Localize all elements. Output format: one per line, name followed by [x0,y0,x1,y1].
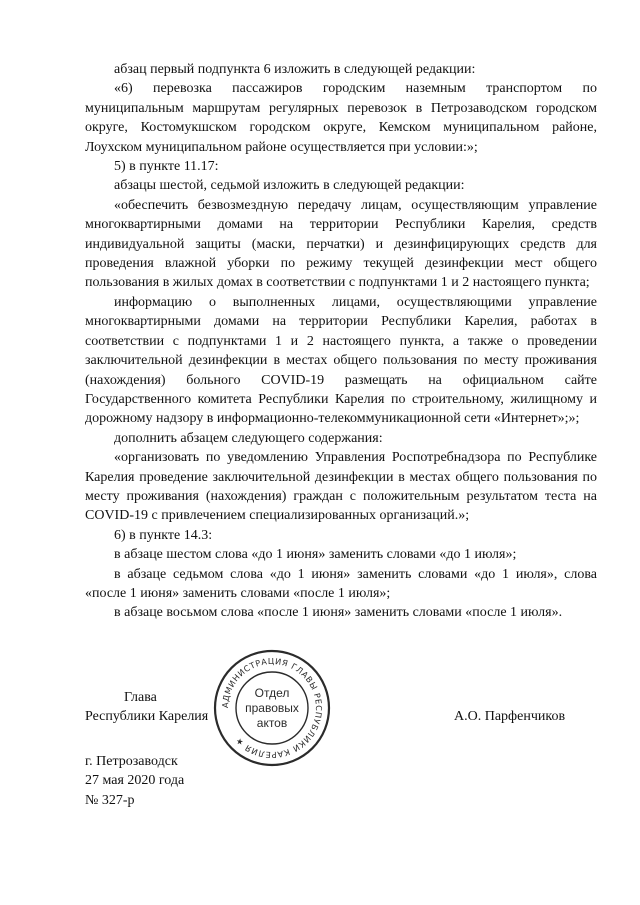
paragraph: «обеспечить безвозмездную передачу лицам, осуществляющим управление многоквартирными домами на территории Республики Карелия, средств индивидуальной защиты (маски, перчатки) и дезинфицирующих средств для проведения влажной уборки по режиму текущей дезинфекции мест общего пользования в жилых домах в соответствии с подпунктами 1 и 2 настоящего пункта; [85,197,597,291]
paragraph: «6) перевозка пассажиров городским наземным транспортом по муниципальным маршрутам регулярных перевозок в Петрозаводском городском округе, Костомукшском городском округе, Кемском муниципальном районе, Лоухском муниципальном районе осуществляется при условии:»; [85,81,597,155]
paragraph: абзац первый подпункта 6 изложить в следующей редакции: [114,62,476,77]
document-footer [85,752,184,810]
footer-city: г. Петрозаводск [85,754,178,769]
paragraph: в абзаце восьмом слова «после 1 июня» заменить словами «после 1 июля». [114,605,563,621]
paragraph: «организовать по уведомлению Управления Роспотребнадзора по Республике Карелия проведение заключительной дезинфекции в местах общего пользования по месту проживания (нахождения) граждан с положительным результатом теста на COVID-19 с привлечением специализированных организаций.»; [85,450,597,524]
footer-date: 27 мая 2020 года [85,773,185,789]
paragraph: информацию о выполненных лицами, осуществляющими управление многоквартирными домами на территории Республики Карелия, работах в соответствии с подпунктами 1 и 2 настоящего пункта, а также о проведении заключительной дезинфекции в местах общего пользования по месту проживания (нахождения) больного COVID-19 размещать на официальном сайте Государственного комитета Республики Карелия по строительному, жилищному и дорожному надзору в информационно-телекоммуникационной сети «Интернет»;»; [85,294,597,427]
paragraph: 6) в пункте 14.3: [114,527,213,543]
paragraph: в абзаце седьмом слова «до 1 июня» заменить словами «до 1 июля», слова «после 1 июня» заменить словами «после 1 июля»; [85,566,597,601]
stamp-seal-graphic [212,648,332,768]
stamp-line3: актов [256,716,288,730]
stamp-ring-text: АДМИНИСТРАЦИЯ ГЛАВЫ РЕСПУБЛИКИ КАРЕЛИЯ ★ [219,655,325,761]
paragraph: дополнить абзацем следующего содержания: [114,430,383,446]
paragraph: абзацы шестой, седьмой изложить в следующей редакции: [114,178,465,194]
stamp-line2: правовых [245,701,299,715]
signatory-title-line2: Республики Карелия [85,709,209,725]
official-stamp [212,648,332,768]
paragraph: в абзаце шестом слова «до 1 июня» заменить словами «до 1 июля»; [114,547,517,563]
signatory-name: А.О. Парфенчиков [454,709,566,724]
footer-number: № 327-р [85,792,135,808]
paragraph: 5) в пункте 11.17: [114,159,219,175]
signatory-title-line1: Глава [124,690,157,705]
stamp-line1: Отдел [254,686,290,700]
signatory-title [85,688,225,727]
document-body [85,60,597,623]
